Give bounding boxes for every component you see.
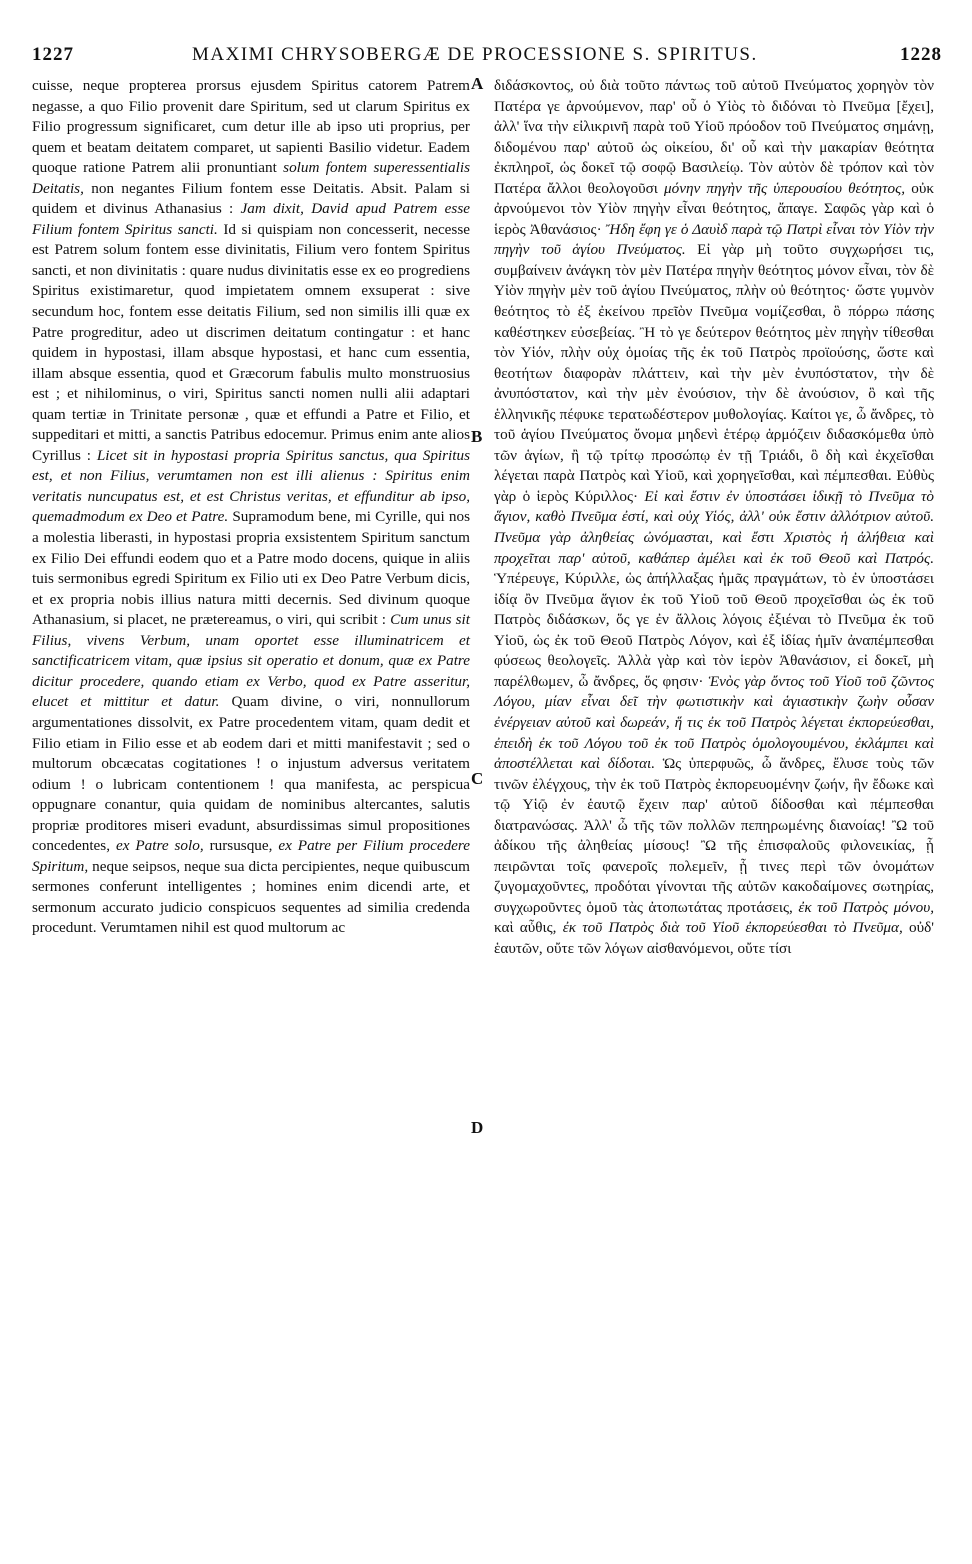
- latin-text: Id si quispiam non concesserit, necesse est Patrem solum fontem esse divinitatis, Filium vero fontem Spiritus sancti, et non divinitatis : quare nudus divinitatis esse ex eo progrediens Spiritus existimaretur, quod impietatem omnem exsuperat : sive secundum hoc, fontem esse deitatis Filium, sed non similis illi quæ ex Patre progreditur, adeo ut discrimen deitatum contingatur : et hanc quidem in hypostasi, illam absque hypostasi, et hanc cum essentia, illam absque essentia, quod et Græcorum fabulis multo monstruosius est ; et nihilominus, o viri, Spiritus sancti nomen nulli alii adaptari quam tertiæ in Trinitate personæ , quæ et effundi a Patre et Filio, et suppeditari et mitti, a sanctis Patribus edocemur. Primus enim ante alios Cyrillus :: [32, 220, 470, 464]
- latin-italic-text: ex Patre solo,: [115, 837, 204, 855]
- latin-text: Supramodum bene, mi Cyrille, qui nos a molestia liberasti, in hypostasi propria exsistentem Spiritum sanctum ex Filio Dei effundi eodem quo et a Patre modo docens, quique in aliis tuis sermonibus egredi Spiritum ex Filio uti ex Deo Patre Verbum dicis, et ex propria nobis illius natura mitti decernis. Sed divinum quoque Athanasium, si placet, ne prætereamus, o viri, qui scribit :: [32, 508, 470, 629]
- latin-italic-text: ex Patre per Filium procedere Spiritum,: [32, 837, 470, 875]
- latin-quotation: Cum unus sit Filius, vivens Verbum, unam oportet esse illuminatricem et sanctificatricem vitam, quæ ipsius sit operatio et donum, quæ ex Patre dicitur procedere, quando etiam ex Verbo, quod ex Patre asseritur, elucet et mittitur et datur.: [32, 611, 470, 711]
- latin-text: neque seipsos, neque sua dicta percipientes, neque quibuscum sermones conferunt intelligentes ; homines enim dicendi arte, et sermonum accurato judicio conspicuos sequentes ad similia credenda procedunt. Verumtamen nihil est quod multorum ac: [32, 857, 470, 937]
- latin-quotation: Jam dixit, David apud Patrem esse Filium fontem Spiritus sancti.: [32, 200, 470, 238]
- greek-italic-text: μόνην πηγὴν τῆς ὑπερουσίου θεότητος,: [664, 179, 906, 197]
- greek-text: Ὑπέρευγε, Κύριλλε, ὡς ἀπήλλαξας ἡμᾶς πραγμάτων, τὸ ἐν ὑποστάσει ἰδίᾳ ὂν Πνεῦμα ἅγιον ἐκ τοῦ Υἱοῦ τοῦ Θεοῦ προχεῖσθαι ὡς ἐκ τοῦ Πατρὸς διδάσκων, ὅς γε ἐν ἄλλοις λόγοις ἐξιέναι τὸ Πνεῦμα ἐκ τοῦ Υἱοῦ, ὡς ἐκ τοῦ Θεοῦ Πατρὸς Λόγον, καὶ ἐξ ἰδίας ἡμῖν ἀναπέμπεσθαι φύσεως θεολογεῖς. Ἀλλὰ γὰρ καὶ τὸν ἱερὸν Ἀθανάσιον, εἰ δοκεῖ, μὴ παρέλθωμεν, ὦ ἄνδρες, ὅς φησιν·: [494, 570, 934, 690]
- greek-text: καὶ αὖθις,: [494, 919, 563, 937]
- margin-marker-c: C: [471, 769, 484, 788]
- latin-quotation: Licet sit in hypostasi propria Spiritus sanctus, qua Spiritus est, et non Filius, verumtamen non est illi alienus : Spiritus enim veritatis nuncupatus est, et est Christus veritas, et effunditur ab ipso, quemadmodum ex Deo et Patre.: [32, 446, 471, 526]
- running-title: MAXIMI CHRYSOBERGÆ DE PROCESSIONE S. SPIRITUS.: [192, 44, 758, 65]
- page-number-left: 1227: [32, 44, 74, 65]
- greek-italic-text: ἐκ τοῦ Πατρὸς μόνου,: [798, 898, 934, 916]
- margin-marker-a: A: [471, 74, 484, 93]
- latin-column: [32, 76, 470, 939]
- greek-text: διδάσκοντος, οὐ διὰ τοῦτο πάντως τοῦ αὐτοῦ Πνεύματος χορηγὸν τὸν Πατέρα γε ἀρνούμενον, παρ' οὗ ὁ Υἱὸς τὸ διδόναι τὸ Πνεῦμα [ἔχει], ἀλλ' ἵνα τὴν εἰλικρινῆ παρὰ τοῦ Υἱοῦ πρόοδον τοῦ Πνεύματος σημάνῃ, διδομένου παρ' αὐτοῦ ὡς οἰκείου, δι' οὗ καὶ τὴν μακαρίαν θεότητα ἐκπληροῖ, ὡς δοκεῖ τῷ σοφῷ Βασιλείῳ. Τὸν αὐτὸν δὲ τρόπον καὶ τὸν Πατέρα ἄλλοι θεολογοῦσι: [494, 77, 934, 197]
- greek-text: οὐδ' ἑαυτῶν, οὔτε τῶν λόγων αἰσθανόμενοι, οὔτε τίσι: [494, 919, 934, 957]
- page-number-right: 1228: [900, 44, 942, 65]
- latin-italic-text: solum fontem superessentialis Deitatis,: [32, 159, 470, 197]
- greek-text: οὐκ ἀρνούμενοι τὸν Υἱὸν πηγὴν εἶναι θεότητος, ἄπαγε. Σαφῶς γὰρ καὶ ὁ ἱερὸς Ἀθανάσιος·: [494, 179, 934, 238]
- greek-quotation: Ἤδη ἔφη γε ὁ Δαυὶδ παρὰ τῷ Πατρὶ εἶναι τὸν Υἱὸν τὴν πηγὴν τοῦ ἁγίου Πνεύματος.: [494, 220, 934, 259]
- greek-text: Εἰ γὰρ μὴ τοῦτο συγχωρήσει τις, συμβαίνειν ἀνάγκη τὸν μὲν Πατέρα πηγὴν θεότητος μόνον εἶναι, τὸν δὲ Υἱὸν πηγὴν μὲν τοῦ ἁγίου Πνεύματος, πλὴν οὐ θεότητος· ὥστε γυμνὸν θεότητος τὸ ἐξ ἐκείνου πρεῖὸν Πνεῦμα νομίζεσθαι, ὃ πόρρω πάσης καθέστηκεν εὐσεβείας. Ἢ τὸ γε δεύτερον θεότητος μὲν πηγὴν τίθεσθαι τὸν Υἱόν, πλὴν οὐχ ὁμοίας τῆς ἐκ τοῦ Πατρὸς προϊούσης, ὥστε καὶ θεοτήτων διαφορὰν πλάττειν, καὶ τὴν μὲν ἐνυπόστατον, τὴν δὲ ἀνυπόστατον, καὶ τὴν μὲν ἐνούσιον, τὴν δὲ ἀνούσιον, ὃ καὶ τῆς ἑλληνικῆς πέφυκε τερατωδέστερον μυθολογίας. Καίτοι γε, ὦ ἄνδρες, τὸ τοῦ ἁγίου Πνεύματος ὄνομα μηδενὶ ἑτέρῳ ἁρμόζειν διδασκόμεθα ὑπὸ τῶν ἁγίων, ἢ τῷ τρίτῳ προσώπῳ ἐν τῇ Τριάδι, ὃ δὴ καὶ ἐκχεῖσθαι λέγεται παρὰ Πατρὸς καὶ Υἱοῦ, καὶ χορηγεῖσθαι, καὶ πέμπεσθαι. Εὐθὺς γὰρ ὁ ἱερὸς Κύριλλος·: [494, 241, 934, 505]
- margin-marker-d: D: [471, 1118, 484, 1137]
- greek-quotation: Ἑνὸς γὰρ ὄντος τοῦ Υἱοῦ τοῦ ζῶντος Λόγου, μίαν εἶναι δεῖ τὴν φωτιστικὴν καὶ ἁγιαστικὴν ζωὴν οὖσαν ἐνέργειαν αὐτοῦ καὶ δωρεάν, ἥ τις ἐκ τοῦ Πατρὸς λέγεται ἐκπορεύεσθαι, ἐπειδὴ ἐκ τοῦ Λόγου τοῦ ἐκ τοῦ Πατρὸς ὁμολογουμένου, ἐκλάμπει καὶ ἀποστέλλεται καὶ δίδοται.: [494, 672, 934, 773]
- latin-text: rursusque,: [203, 837, 279, 855]
- page-header: [32, 44, 942, 70]
- greek-italic-text: ἐκ τοῦ Πατρὸς διὰ τοῦ Υἱοῦ ἐκπορεύεσθαι τὸ Πνεῦμα,: [562, 919, 903, 937]
- greek-text: Ὡς ὑπερφυῶς, ὦ ἄνδρες, ἔλυσε τοὺς τῶν τινῶν ἐλέγχους, τὴν ἐκ τοῦ Πατρὸς ἐκπορευομένην ζωήν, ἣν ἔδωκε καὶ τῷ Υἱῷ ἐν ἑαυτῷ ἔχειν παρ' αὐτοῦ δίδοσθαι καὶ πέμπεσθαι διατρανώσας. Ἀλλ' ὦ τῆς τῶν πολλῶν πεπηρωμένης διανοίας! Ὢ τοῦ ἀδίκου τῆς ἀληθείας μίσους! Ὢ τῆς ἐπισφαλοῦς φιλονεικίας, ᾗ πειρῶνται τοῖς φανεροῖς πολεμεῖν, ᾗ τινες περὶ τῶν ὀνομάτων ζυγομαχοῦντες, προδόται γίνονται τῆς αὐτῶν κακοδαίμονες σωτηρίας, συγχωροῦντες ὁμοῦ τὰς ἀτοπωτάτας προτάσεις,: [494, 755, 934, 916]
- latin-text: Quam divine, o viri, nonnullorum argumentationes dissolvit, ex Patre procedentem vitam, quam dedit et Filio etiam in Filio esse et ab eodem dari et mitti manifestavit ; sed o multorum obcæcatas cogitationes ! o injustum adversus veritatem odium ! o lubricam contentionem ! qua manifesta, ac perspicua oppugnare conantur, quia quidam de nominibus altercantes, salutis propriæ proditores miseri evadunt, absurdissimas simul propositiones concedentes,: [32, 693, 470, 855]
- greek-quotation: Εἰ καὶ ἔστιν ἐν ὑποστάσει ἰδικῇ τὸ Πνεῦμα τὸ ἅγιον, καθὸ Πνεῦμα ἐστί, καὶ οὐχ Υἱός, ἀλλ' οὐκ ἔστιν ἀλλότριον αὐτοῦ. Πνεῦμα γὰρ ἀληθείας ὠνόμασται, καὶ ἔστι Χριστὸς ἡ ἀλήθεια καὶ προχεῖται παρ' αὐτοῦ, καθάπερ ἀμέλει καὶ ἐκ τοῦ Θεοῦ καὶ Πατρός.: [494, 487, 935, 567]
- margin-marker-b: B: [471, 427, 483, 446]
- latin-text: cuisse, neque propterea prorsus ejusdem Spiritus catorem Patrem negasse, a quo Filio provenit dare Spiritum, sed ut clarum Spiritus ex Filio progressum significaret, cum detur ille ab ipso uti proprius, per quem et beatam deitatem comparet, ut sapienti Basilio videtur. Eadem quoque ratione Patrem alii pronuntiant: [32, 77, 470, 177]
- latin-text: non negantes Filium fontem esse Deitatis. Absit. Palam si quidem et divinus Athanasius :: [32, 179, 470, 218]
- greek-column: [494, 76, 934, 960]
